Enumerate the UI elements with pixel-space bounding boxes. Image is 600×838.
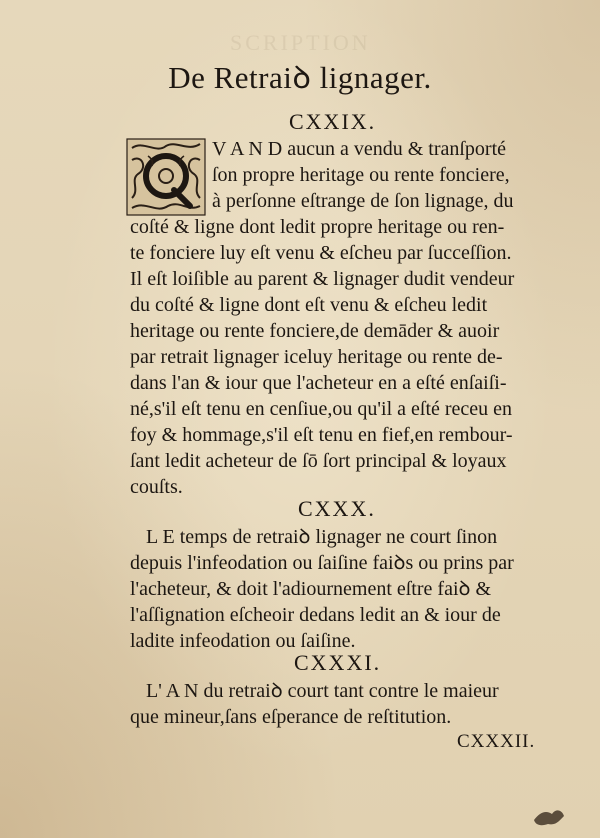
text-line: foy & hommage,s'il eſt tenu en fief,en rembour- xyxy=(130,424,513,446)
text-line: ſant ledit acheteur de ſō ſort principal & loyaux xyxy=(130,450,507,472)
text-line: ſon propre heritage ou rente fonciere, xyxy=(212,164,510,186)
text-line: que mineur,ſans eſperance de reſtitution. xyxy=(130,706,452,728)
ink-blot-mark xyxy=(532,806,566,828)
text-line: V A N D aucun a vendu & tranſporté xyxy=(212,138,507,160)
ornamental-drop-cap xyxy=(126,138,206,216)
text-line: te fonciere luy eſt venu & eſcheu par ſucceſſion. xyxy=(130,242,512,264)
running-title: De Retraiꝺ lignager. xyxy=(168,60,432,95)
text-line: coſté & ligne dont ledit propre heritage ou ren- xyxy=(130,216,505,238)
text-line: dans l'an & iour que l'acheteur en a eſté enſaiſi- xyxy=(130,372,507,394)
text-line: du coſté & ligne dont eſt venu & eſcheu ledit xyxy=(130,294,488,316)
text-line: par retrait lignager iceluy heritage ou rente de- xyxy=(130,346,503,368)
text-line: né,s'il eſt tenu en cenſiue,ou qu'il a eſté receu en xyxy=(130,398,513,420)
text-line: heritage ou rente fonciere,de demāder & auoir xyxy=(130,320,500,342)
section-number: CXXIX. xyxy=(289,109,377,134)
text-line: L' A N du retraiꝺ court tant contre le maieur xyxy=(146,680,499,702)
text-line: à perſonne eſtrange de ſon lignage, du xyxy=(212,190,514,212)
show-through-text: SCRIPTION xyxy=(230,30,371,55)
text-line: ladite infeodation ou ſaiſine. xyxy=(130,630,356,652)
text-line: depuis l'infeodation ou ſaiſine faiꝺs ou prins par xyxy=(130,552,514,574)
text-line: couſts. xyxy=(130,476,183,498)
section-number: CXXXI. xyxy=(294,650,382,675)
text-line: Il eſt loiſible au parent & lignager dudit vendeur xyxy=(130,268,515,290)
catchword: CXXXII. xyxy=(457,731,536,752)
text-line: L E temps de retraiꝺ lignager ne court ſinon xyxy=(146,526,498,548)
section-number: CXXX. xyxy=(298,496,376,521)
text-line: l'acheteur, & doit l'adiournement eſtre faiꝺ & xyxy=(130,578,492,600)
text-line: l'aſſignation eſcheoir dedans ledit an & iour de xyxy=(130,604,501,626)
